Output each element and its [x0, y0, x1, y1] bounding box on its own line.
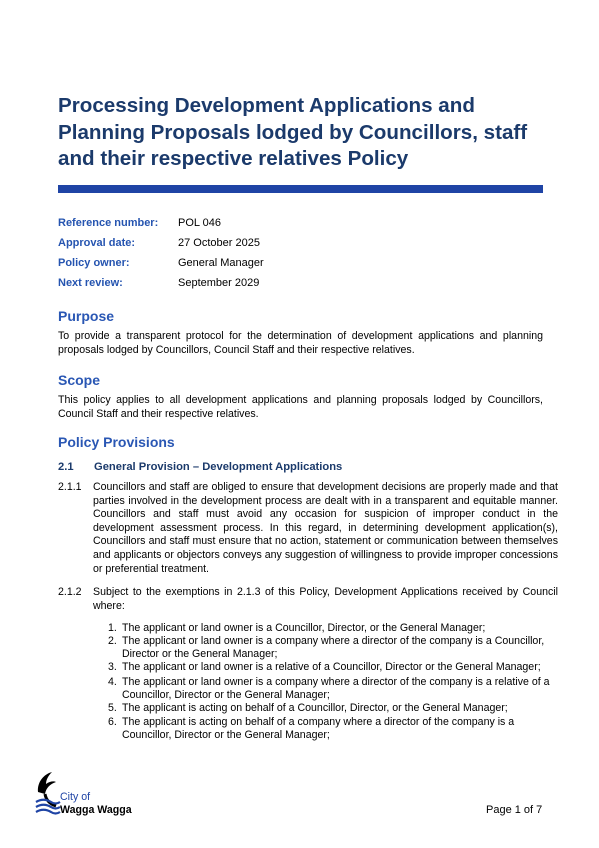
list-item-number: 6. — [108, 716, 117, 728]
meta-value: POL 046 — [178, 217, 222, 229]
list-item — [108, 702, 558, 715]
logo-text-city-of: City of — [60, 791, 91, 803]
clause-number: 2.1.1 — [58, 481, 82, 493]
section-number: 2.1 — [58, 461, 74, 473]
list-item-number: 2. — [108, 635, 117, 647]
logo-text-wagga-wagga: Wagga Wagga — [60, 804, 132, 816]
list-item-text: The applicant is acting on behalf of a Councillor, Director, or the General Manager; — [122, 702, 508, 714]
scope-text: This policy applies to all development applications and planning proposals lodged by Councillors, Council Staff and their respective relatives. — [58, 394, 543, 420]
list-item — [108, 676, 558, 702]
list-item-text: The applicant or land owner is a relative of a Councillor, Director or the General Manager; — [122, 661, 541, 673]
list-item-text: The applicant or land owner is a company where a director of the company is a relative of a Councillor, Director or the General Manager; — [122, 676, 550, 701]
meta-label: Policy owner: — [58, 257, 130, 269]
city-logo-icon — [32, 768, 62, 818]
meta-label: Approval date: — [58, 237, 136, 249]
clause-text: Councillors and staff are obliged to ensure that development decisions are properly made and that parties involved in the development process are dealt with in a transparent and equitable manner. Councillors and staff must avoid any occasion for suspicion of improper conduct in the development assessment process. In this regard, in determining development application(s), Councillors and staff must ensure that no action, statement or communication between themselves and applicants or objectors conveys any suggestion of willingness to provide improper concessions or preferential treatment. — [93, 481, 558, 575]
list-item-text: The applicant or land owner is a Councillor, Director, or the General Manager; — [122, 622, 486, 634]
list-item-number: 4. — [108, 676, 117, 688]
list-item-number: 5. — [108, 702, 117, 714]
purpose-heading: Purpose — [58, 308, 115, 324]
clause-text: Subject to the exemptions in 2.1.3 of this Policy, Development Applications received by Council where: — [93, 586, 558, 612]
meta-value: 27 October 2025 — [178, 237, 260, 249]
scope-heading: Scope — [58, 372, 101, 388]
list-item-number: 3. — [108, 661, 117, 673]
purpose-text: To provide a transparent protocol for the determination of development applications and planning proposals lodged by Councillors, Council Staff and their respective relatives. — [58, 330, 543, 356]
meta-label: Next review: — [58, 277, 123, 289]
list-item — [108, 661, 558, 674]
meta-label: Reference number: — [58, 217, 159, 229]
meta-value: General Manager — [178, 257, 264, 269]
list-item-number: 1. — [108, 622, 117, 634]
list-item — [108, 716, 558, 742]
section-title: General Provision – Development Applications — [94, 461, 343, 473]
section-heading — [58, 460, 342, 475]
title-rule — [58, 185, 543, 193]
list-item-text: The applicant or land owner is a company where a director of the company is a Councillor, Director or the General Manager; — [122, 635, 545, 660]
list-item-text: The applicant is acting on behalf of a company where a director of the company is a Councillor, Director or the General Manager; — [122, 716, 515, 741]
document-title: Processing Development Applications and Planning Proposals lodged by Councillors, staff and their respective relatives Policy — [58, 94, 528, 170]
page-number: Page 1 of 7 — [486, 804, 543, 816]
list-item — [108, 635, 558, 661]
clause-number: 2.1.2 — [58, 586, 82, 598]
list-item — [108, 622, 558, 635]
meta-value: September 2029 — [178, 277, 260, 289]
policy-provisions-heading: Policy Provisions — [58, 434, 175, 450]
